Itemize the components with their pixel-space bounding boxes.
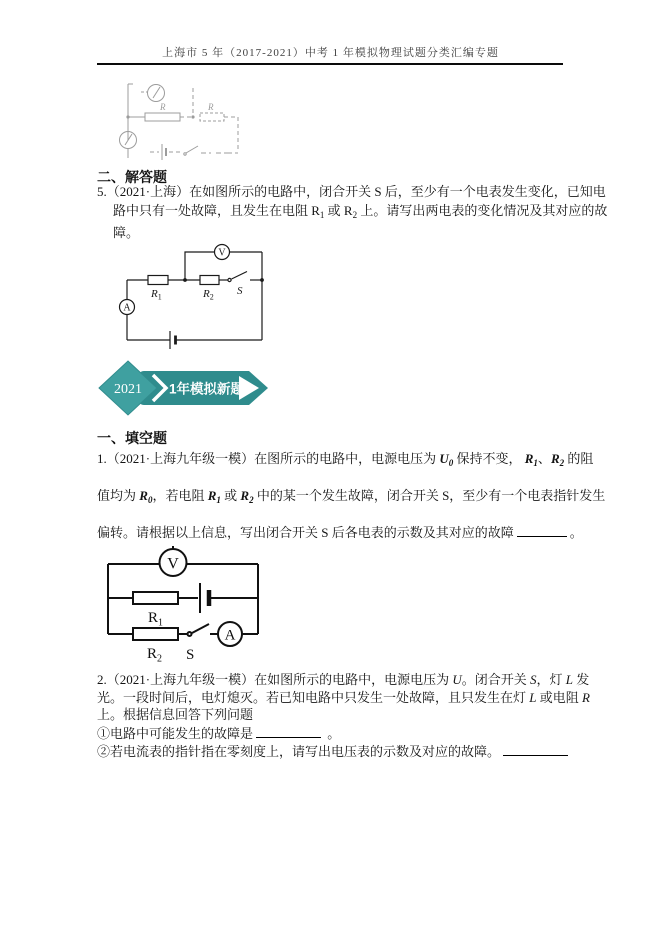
resistor-r1 xyxy=(148,276,168,285)
question-2-sub1: ①电路中可能发生的故障是 。 xyxy=(97,725,341,741)
switch-pivot xyxy=(188,632,192,636)
question-2 xyxy=(97,671,590,761)
year-banner xyxy=(98,360,278,416)
banner-label: 1年模拟新题 xyxy=(169,381,245,397)
resistor-r2 xyxy=(133,628,178,640)
faint-circuit-diagram xyxy=(105,78,250,168)
faint-resistor-2 xyxy=(200,113,224,121)
ammeter-label: A xyxy=(123,302,131,314)
question-1-line: 1.（2021·上海九年级一模）在图所示的电路中，电源电压为 $U_0$ 保持不变， $R_1$、$R_2$ 的阻 xyxy=(97,451,594,468)
resistor-r2-label: $R_2$ xyxy=(147,646,163,665)
question-2-sub2: ②若电流表的指针指在零刻度上，请写出电压表的示数及对应的故障。 xyxy=(97,742,575,761)
resistor-r1-label: $R_1$ xyxy=(151,288,162,302)
faint-resistor-2-label: R xyxy=(208,102,214,112)
faint-switch-icon xyxy=(186,146,198,153)
question-5-line: 5.（2021·上海）在如图所示的电路中，闭合开关 S 后，至少有一个电表发生变化，已知电 xyxy=(97,184,606,199)
voltmeter-label: V xyxy=(218,247,226,259)
page-header-title: 上海市 5 年（2017-2021）中考 1 年模拟物理试题分类汇编专题 xyxy=(162,47,499,59)
answer-blank xyxy=(517,523,567,537)
faint-resistor-1-label: R xyxy=(160,102,166,112)
section-title-answer: 二、解答题 xyxy=(97,171,167,186)
circuit-diagram-q1 xyxy=(103,546,268,668)
question-5 xyxy=(97,183,608,243)
question-5-line: 障。 xyxy=(113,225,140,240)
switch-label: S xyxy=(237,285,243,297)
question-2-line: 光。一段时间后，电灯熄灭。若已知电路中只发生一处故障，且只发生在灯 L 或电阻 R xyxy=(97,689,590,705)
resistor-r1-label: $R_1$ xyxy=(148,610,164,629)
ammeter-label: A xyxy=(224,627,236,644)
question-5-line: 路中只有一处故障，且发生在电阻 $R_1$ 或 $R_2$ 上。请写出两电表的变化情况及其对应的故 xyxy=(113,202,608,220)
banner-year: 2021 xyxy=(114,382,142,397)
resistor-r1 xyxy=(133,592,178,604)
switch-label: S xyxy=(186,647,195,663)
question-1 xyxy=(97,449,606,556)
answer-blank xyxy=(256,724,321,738)
question-1-line: 偏转。请根据以上信息，写出闭合开关 S 后各电表的示数及其对应的故障 。 xyxy=(97,525,583,540)
switch-icon xyxy=(232,272,248,280)
resistor-r2 xyxy=(200,276,219,285)
resistor-r2-label: $R_2$ xyxy=(203,288,214,302)
answer-blank xyxy=(503,742,568,756)
circuit-diagram-q5 xyxy=(118,243,268,350)
header-divider xyxy=(97,63,563,65)
faint-resistor-1 xyxy=(145,113,180,121)
voltmeter-label: V xyxy=(167,555,179,573)
switch-pivot xyxy=(228,278,231,281)
question-1-line: 值均为 $R_0$，若电阻 $R_1$ 或 $R_2$ 中的某一个发生故障，闭合开关 S，至少有一个电表指针发生 xyxy=(97,488,606,505)
question-2-line: 上。根据信息回答下列问题 xyxy=(97,707,254,722)
section-title-fill: 一、填空题 xyxy=(97,432,167,447)
question-2-line: 2.（2021·上海九年级一模）在如图所示的电路中，电源电压为 U。闭合开关 S，灯 L 发 xyxy=(97,672,590,687)
switch-icon xyxy=(192,624,209,633)
